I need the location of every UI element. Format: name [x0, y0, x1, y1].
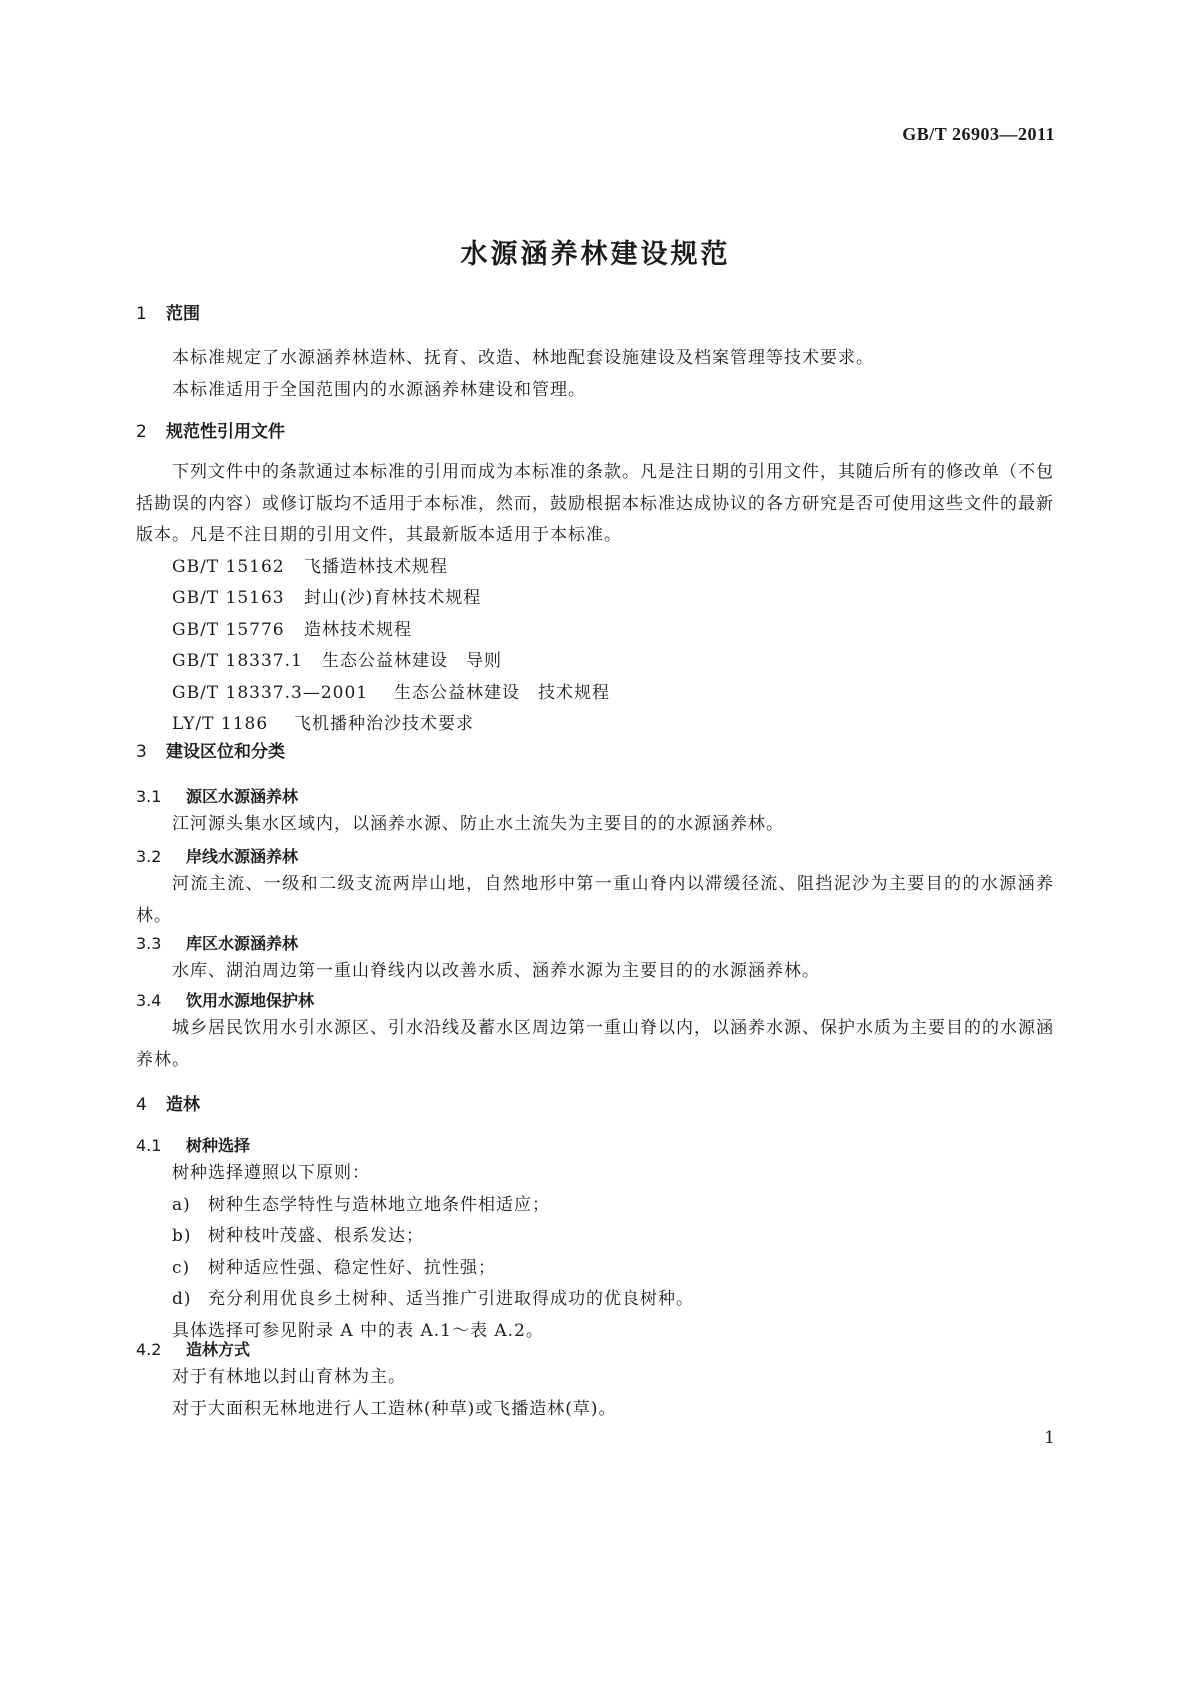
list-marker: b)	[172, 1226, 192, 1246]
reference-title: 飞播造林技术规程	[304, 556, 448, 577]
list-marker: d)	[172, 1289, 192, 1309]
subsection-number: 3.3	[136, 934, 162, 953]
list-text: 树种生态学特性与造林地立地条件相适应；	[208, 1194, 550, 1215]
section-number: 1	[136, 304, 147, 324]
reference-code: LY/T 1186	[172, 714, 269, 734]
section-2-body	[136, 457, 1054, 741]
document-title: 水源涵养林建设规范	[460, 239, 731, 270]
subsection-number: 3.2	[136, 847, 162, 866]
paragraph: 江河源头集水区域内，以涵养水源、防止水土流失为主要目的的水源涵养林。	[172, 814, 784, 834]
reference-item	[136, 646, 1054, 678]
subsection-4-1	[136, 1134, 1054, 1347]
paragraph: 水库、湖泊周边第一重山脊线内以改善水质、涵养水源为主要目的的水源涵养林。	[172, 961, 820, 981]
list-item	[136, 1284, 1054, 1316]
paragraph: 对于大面积无林地进行人工造林(种草)或飞播造林(草)。	[172, 1398, 617, 1419]
list-text: 树种适应性强、稳定性好、抗性强；	[208, 1257, 496, 1278]
subsection-number: 3.4	[136, 991, 162, 1010]
subsection-3-2	[136, 845, 1054, 932]
subsection-heading	[136, 989, 1054, 1013]
paragraph: 树种选择遵照以下原则：	[172, 1163, 370, 1183]
section-3	[136, 740, 1054, 764]
section-heading	[136, 1093, 1054, 1117]
section-title: 造林	[166, 1095, 200, 1115]
subsection-title: 饮用水源地保护林	[186, 991, 315, 1010]
subsection-heading	[136, 845, 1054, 869]
paragraph: 具体选择可参见附录 A 中的表 A.1～表 A.2。	[172, 1320, 544, 1341]
reference-item	[136, 678, 1054, 710]
subsection-3-1	[136, 785, 1054, 841]
subsection-4-2	[136, 1338, 1054, 1425]
paragraph: 本标准规定了水源涵养林造林、抚育、改造、林地配套设施建设及档案管理等技术要求。	[172, 348, 874, 368]
reference-code: GB/T 15163	[172, 588, 285, 608]
subsection-3-3	[136, 932, 1054, 988]
reference-item	[136, 583, 1054, 615]
section-2	[136, 420, 1054, 444]
section-4	[136, 1093, 1054, 1117]
reference-title: 生态公益林建设 导则	[322, 651, 502, 671]
reference-item	[136, 552, 1054, 584]
reference-title: 造林技术规程	[304, 619, 412, 640]
subsection-heading	[136, 785, 1054, 809]
paragraph: 本标准适用于全国范围内的水源涵养林建设和管理。	[172, 379, 586, 400]
reference-code: GB/T 18337.1	[172, 651, 303, 671]
list-marker: a)	[172, 1194, 191, 1215]
subsection-title: 岸线水源涵养林	[186, 847, 299, 866]
section-heading	[136, 420, 1054, 444]
standard-code: GB/T 26903—2011	[902, 124, 1055, 144]
subsection-number: 3.1	[136, 787, 162, 806]
list-text: 充分利用优良乡土树种、适当推广引进取得成功的优良树种。	[208, 1289, 694, 1309]
subsection-heading	[136, 1338, 1054, 1362]
section-number: 4	[136, 1095, 147, 1115]
section-title: 范围	[166, 304, 200, 324]
paragraph: 河流主流、一级和二级支流两岸山地，自然地形中第一重山脊内以滞缓径流、阻挡泥沙为主要目的的水源涵养林。	[136, 874, 1054, 926]
subsection-title: 造林方式	[186, 1340, 251, 1359]
subsection-heading	[136, 1134, 1054, 1158]
section-heading	[136, 302, 1054, 326]
list-item	[136, 1221, 1054, 1253]
subsection-number: 4.1	[136, 1136, 162, 1155]
reference-item	[136, 709, 1054, 741]
subsection-number: 4.2	[136, 1340, 162, 1359]
list-text: 树种枝叶茂盛、根系发达；	[208, 1226, 424, 1246]
section-heading	[136, 740, 1054, 764]
reference-item	[136, 615, 1054, 647]
section-1	[136, 302, 1054, 326]
subsection-heading	[136, 932, 1054, 956]
subsection-title: 库区水源涵养林	[186, 934, 299, 953]
paragraph: 对于有林地以封山育林为主。	[172, 1367, 406, 1387]
list-item	[136, 1253, 1054, 1285]
subsection-title: 树种选择	[186, 1136, 251, 1155]
section-number: 3	[136, 742, 147, 762]
paragraph: 城乡居民饮用水引水源区、引水沿线及蓄水区周边第一重山脊以内，以涵养水源、保护水质为主要目的的水源涵养林。	[136, 1018, 1054, 1070]
subsection-3-4	[136, 989, 1054, 1076]
section-title: 建设区位和分类	[166, 742, 285, 762]
list-marker: c)	[172, 1257, 191, 1278]
reference-title: 飞机播种治沙技术要求	[294, 714, 474, 734]
section-1-body	[136, 343, 1054, 406]
reference-title: 生态公益林建设 技术规程	[394, 682, 610, 703]
subsection-title: 源区水源涵养林	[186, 787, 299, 806]
paragraph: 下列文件中的条款通过本标准的引用而成为本标准的条款。凡是注日期的引用文件，其随后所有的修改单（不包括勘误的内容）或修订版均不适用于本标准，然而，鼓励根据本标准达成协议的各方研究是否可使用这些文件的最新版本。凡是不注日期的引用文件，其最新版本适用于本标准。	[136, 462, 1054, 545]
list-item	[136, 1190, 1054, 1222]
reference-code: GB/T 15162	[172, 556, 285, 577]
section-number: 2	[136, 422, 147, 442]
reference-title: 封山(沙)育林技术规程	[304, 588, 482, 608]
section-title: 规范性引用文件	[166, 422, 285, 442]
page-number: 1	[1044, 1428, 1055, 1448]
reference-code: GB/T 18337.3—2001	[172, 682, 369, 703]
reference-code: GB/T 15776	[172, 619, 285, 640]
